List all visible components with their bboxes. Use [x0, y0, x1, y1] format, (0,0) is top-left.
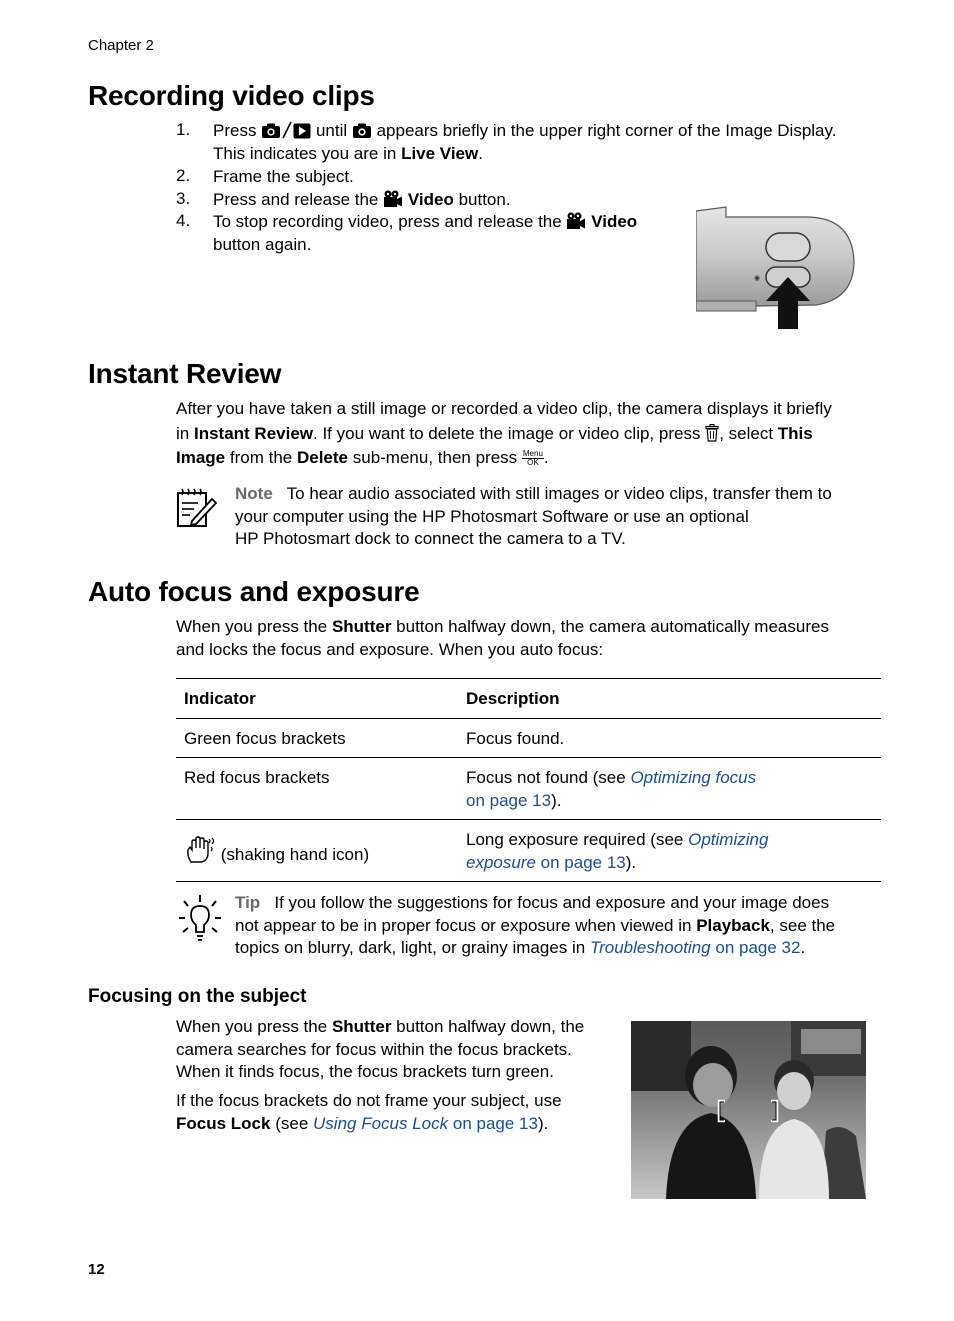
- section-title-autofocus: Auto focus and exposure: [88, 576, 420, 607]
- step-1: Press until appears briefly in the upper right corner of the Image Display. This indicates you are in Live View.: [213, 121, 837, 163]
- table-row: [176, 718, 881, 758]
- focusing-paragraph-1: When you press the Shutter button halfway down, the camera searches for focus within the focus brackets. When it finds focus, the focus brackets turn green.: [176, 1017, 585, 1081]
- playback-icon: [293, 123, 311, 139]
- section-title-recording: Recording video clips: [88, 80, 375, 111]
- indicator-cell: (shaking hand icon): [176, 820, 458, 882]
- step-number: 2.: [176, 166, 191, 185]
- section-title-instant-review: Instant Review: [88, 358, 282, 389]
- step-4: To stop recording video, press and release the Video button again.: [213, 212, 638, 254]
- page-number: 12: [88, 1261, 105, 1278]
- svg-text:◉: ◉: [754, 275, 761, 282]
- column-header-indicator: Indicator: [176, 679, 458, 719]
- description-cell: Focus found.: [458, 718, 881, 758]
- subsection-title-focusing: Focusing on the subject: [88, 986, 307, 1007]
- table-row: [176, 820, 881, 882]
- menu-ok-button-icon: Menu OK: [522, 449, 543, 467]
- focus-indicator-table: [176, 678, 881, 882]
- slash-separator-icon: [281, 121, 293, 139]
- video-camera-icon: [566, 212, 586, 230]
- step-3: Press and release the Video button.: [213, 190, 511, 209]
- chapter-header: Chapter 2: [88, 37, 154, 54]
- trash-icon: [705, 424, 719, 442]
- note-text: Note To hear audio associated with still images or video clips, transfer them to your computer using the HP Photosmart Software or use an optional HP Photosmart dock to connect the camera to a TV.: [235, 484, 832, 548]
- step-number: 4.: [176, 211, 191, 230]
- camera-video-button-illustration: [696, 203, 858, 331]
- step-number: 1.: [176, 120, 191, 139]
- focusing-paragraph-2: If the focus brackets do not frame your subject, use Focus Lock (see Using Focus Lock on page 13).: [176, 1091, 562, 1133]
- focus-brackets-photo: [631, 1021, 866, 1199]
- video-camera-icon: [383, 190, 403, 208]
- camera-icon: [352, 123, 372, 139]
- note-icon: [176, 487, 218, 529]
- using-focus-lock-link[interactable]: Using Focus Lock on page 13: [313, 1113, 538, 1133]
- optimizing-exposure-link[interactable]: Optimizing exposure on page 13: [466, 830, 769, 872]
- step-2: Frame the subject.: [213, 167, 354, 186]
- optimizing-focus-link[interactable]: Optimizing focus on page 13: [466, 768, 757, 810]
- instant-review-paragraph: After you have taken a still image or recorded a video clip, the camera displays it briefly in Instant Review. If you want to delete the image or video clip, press , select This Image from the Delete sub-menu, then press Menu OK .: [176, 399, 832, 467]
- indicator-cell: Green focus brackets: [176, 718, 458, 758]
- tip-text: Tip If you follow the suggestions for focus and exposure and your image does not appear to be in proper focus or exposure when viewed in Playback, see the topics on blurry, dark, light, or grainy images in Troubleshooting on page 32.: [235, 893, 836, 957]
- table-row: [176, 758, 881, 820]
- autofocus-intro: When you press the Shutter button halfway down, the camera automatically measures and locks the focus and exposure. When you auto focus:: [176, 617, 829, 659]
- shaking-hand-icon: [184, 836, 216, 864]
- description-cell: Focus not found (see Optimizing focus on page 13).: [458, 758, 881, 820]
- camera-icon: [261, 123, 281, 139]
- lightbulb-tip-icon: [178, 894, 222, 944]
- description-cell: Long exposure required (see Optimizing exposure on page 13).: [458, 820, 881, 882]
- table-header-row: [176, 679, 881, 719]
- column-header-description: Description: [458, 679, 881, 719]
- indicator-cell: Red focus brackets: [176, 758, 458, 820]
- step-number: 3.: [176, 189, 191, 208]
- troubleshooting-link[interactable]: Troubleshooting on page 32: [589, 938, 801, 957]
